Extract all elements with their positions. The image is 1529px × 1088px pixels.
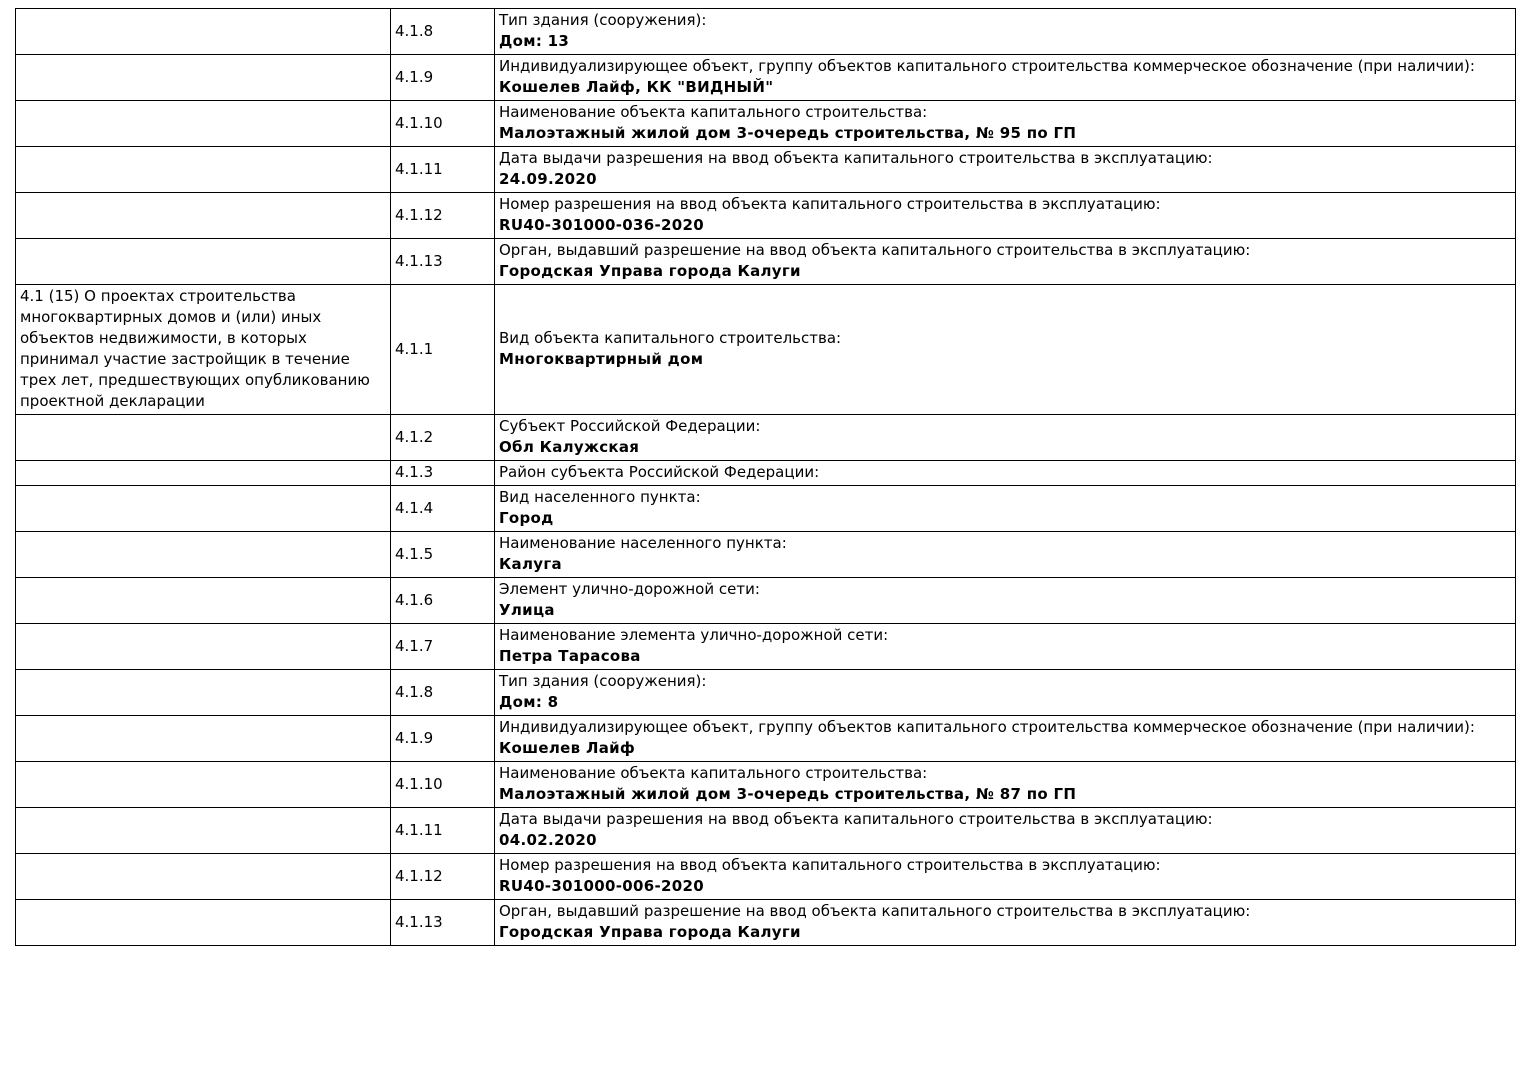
row-label: Субъект Российской Федерации: [499, 417, 761, 435]
row-number: 4.1.4 [395, 498, 434, 517]
row-label: Орган, выдавший разрешение на ввод объекта капитального строительства в эксплуатацию: [499, 241, 1251, 259]
row-value: Дом: 8 [499, 693, 559, 711]
row-number: 4.1.13 [395, 912, 443, 931]
row-section-cell [16, 578, 391, 624]
row-number: 4.1.12 [395, 866, 443, 885]
project-declaration-table [15, 8, 1516, 946]
row-section-cell [16, 670, 391, 716]
table-row [16, 578, 1516, 624]
row-number-cell [391, 624, 495, 670]
row-number: 4.1.13 [395, 251, 443, 270]
row-value: Кошелев Лайф, КК "ВИДНЫЙ" [499, 78, 774, 96]
table-row [16, 670, 1516, 716]
table-row [16, 808, 1516, 854]
row-number-cell [391, 486, 495, 532]
table-row [16, 486, 1516, 532]
row-value: RU40-301000-036-2020 [499, 216, 704, 234]
row-detail-cell [495, 486, 1516, 532]
row-section-cell [16, 101, 391, 147]
row-detail-cell [495, 9, 1516, 55]
row-value: Улица [499, 601, 555, 619]
row-number-cell [391, 900, 495, 946]
row-detail-cell [495, 578, 1516, 624]
row-value: Калуга [499, 555, 562, 573]
row-detail-cell [495, 854, 1516, 900]
row-number: 4.1.9 [395, 67, 434, 86]
row-label: Вид объекта капитального строительства: [499, 329, 842, 347]
row-label: Тип здания (сооружения): [499, 672, 707, 690]
row-section-cell [16, 762, 391, 808]
row-detail-cell [495, 193, 1516, 239]
row-number-cell [391, 415, 495, 461]
row-value: Обл Калужская [499, 438, 640, 456]
row-number: 4.1.8 [395, 21, 434, 40]
row-section-cell [16, 486, 391, 532]
table-row [16, 716, 1516, 762]
row-number-cell [391, 193, 495, 239]
row-number: 4.1.6 [395, 590, 434, 609]
row-value: Многоквартирный дом [499, 350, 704, 368]
table-row [16, 101, 1516, 147]
row-detail-cell [495, 147, 1516, 193]
row-section-cell [16, 461, 391, 486]
row-value: Городская Управа города Калуги [499, 262, 801, 280]
row-section-cell [16, 55, 391, 101]
row-label: Вид населенного пункта: [499, 488, 701, 506]
row-section-cell [16, 193, 391, 239]
row-value: Малоэтажный жилой дом 3-очередь строительства, № 87 по ГП [499, 785, 1077, 803]
row-detail-cell [495, 415, 1516, 461]
row-value: 24.09.2020 [499, 170, 597, 188]
row-number: 4.1.3 [395, 463, 434, 481]
row-number-cell [391, 854, 495, 900]
row-section-cell [16, 415, 391, 461]
row-detail-cell [495, 808, 1516, 854]
row-detail-cell [495, 670, 1516, 716]
row-number: 4.1.11 [395, 159, 443, 178]
table-row [16, 900, 1516, 946]
row-number-cell [391, 532, 495, 578]
table-row [16, 239, 1516, 285]
table-row [16, 193, 1516, 239]
row-section-cell [16, 285, 391, 415]
row-section-cell [16, 716, 391, 762]
table-row [16, 55, 1516, 101]
row-detail-cell [495, 716, 1516, 762]
row-section-cell [16, 147, 391, 193]
row-section-cell [16, 854, 391, 900]
row-section-cell [16, 900, 391, 946]
row-detail-cell [495, 624, 1516, 670]
row-number-cell [391, 147, 495, 193]
row-value: Малоэтажный жилой дом 3-очередь строительства, № 95 по ГП [499, 124, 1077, 142]
row-label: Наименование объекта капитального строительства: [499, 103, 928, 121]
row-value: Городская Управа города Калуги [499, 923, 801, 941]
table-row [16, 624, 1516, 670]
row-number: 4.1.11 [395, 820, 443, 839]
row-detail-cell [495, 239, 1516, 285]
row-number-cell [391, 101, 495, 147]
row-detail-cell [495, 762, 1516, 808]
table-row [16, 415, 1516, 461]
row-number-cell [391, 239, 495, 285]
row-number-cell [391, 762, 495, 808]
row-number-cell [391, 9, 495, 55]
row-label: Дата выдачи разрешения на ввод объекта капитального строительства в эксплуатацию: [499, 149, 1213, 167]
section-label: 4.1 (15) О проектах строительства многоквартирных домов и (или) иных объектов недвижимости, в которых принимал участие застройщик в течение трех лет, предшествующих опубликованию проектной декларации [20, 287, 370, 410]
row-value: Город [499, 509, 554, 527]
row-section-cell [16, 9, 391, 55]
row-number-cell [391, 716, 495, 762]
row-number: 4.1.8 [395, 682, 434, 701]
row-label: Элемент улично-дорожной сети: [499, 580, 760, 598]
row-label: Дата выдачи разрешения на ввод объекта капитального строительства в эксплуатацию: [499, 810, 1213, 828]
row-number: 4.1.10 [395, 113, 443, 132]
declaration-table-body [16, 9, 1516, 946]
row-value: RU40-301000-006-2020 [499, 877, 704, 895]
row-number: 4.1.9 [395, 728, 434, 747]
table-row [16, 147, 1516, 193]
row-number: 4.1.10 [395, 774, 443, 793]
row-label: Наименование населенного пункта: [499, 534, 787, 552]
row-section-cell [16, 239, 391, 285]
row-section-cell [16, 624, 391, 670]
row-label: Наименование объекта капитального строительства: [499, 764, 928, 782]
row-number: 4.1.1 [395, 339, 434, 358]
row-detail-cell [495, 101, 1516, 147]
row-detail-cell [495, 461, 1516, 486]
table-row [16, 285, 1516, 415]
table-row [16, 762, 1516, 808]
row-detail-cell [495, 285, 1516, 415]
row-label: Орган, выдавший разрешение на ввод объекта капитального строительства в эксплуатацию: [499, 902, 1251, 920]
row-value: Петра Тарасова [499, 647, 641, 665]
row-number: 4.1.5 [395, 544, 434, 563]
table-row [16, 461, 1516, 486]
row-number-cell [391, 578, 495, 624]
row-number-cell [391, 808, 495, 854]
table-row [16, 532, 1516, 578]
row-number: 4.1.7 [395, 636, 434, 655]
row-label: Тип здания (сооружения): [499, 11, 707, 29]
row-section-cell [16, 808, 391, 854]
row-number-cell [391, 285, 495, 415]
row-label: Индивидуализирующее объект, группу объектов капитального строительства коммерческое обозначение (при наличии): [499, 57, 1475, 75]
row-section-cell [16, 532, 391, 578]
row-detail-cell [495, 532, 1516, 578]
row-number-cell [391, 55, 495, 101]
row-number: 4.1.12 [395, 205, 443, 224]
row-value: 04.02.2020 [499, 831, 597, 849]
table-row [16, 9, 1516, 55]
row-label: Номер разрешения на ввод объекта капитального строительства в эксплуатацию: [499, 856, 1161, 874]
table-row [16, 854, 1516, 900]
row-detail-cell [495, 900, 1516, 946]
row-number: 4.1.2 [395, 427, 434, 446]
row-label: Номер разрешения на ввод объекта капитального строительства в эксплуатацию: [499, 195, 1161, 213]
row-label: Наименование элемента улично-дорожной сети: [499, 626, 889, 644]
row-value: Кошелев Лайф [499, 739, 636, 757]
row-detail-cell [495, 55, 1516, 101]
row-label: Район субъекта Российской Федерации: [499, 463, 820, 481]
row-value: Дом: 13 [499, 32, 570, 50]
row-number-cell [391, 670, 495, 716]
row-label: Индивидуализирующее объект, группу объектов капитального строительства коммерческое обозначение (при наличии): [499, 718, 1475, 736]
row-number-cell [391, 461, 495, 486]
